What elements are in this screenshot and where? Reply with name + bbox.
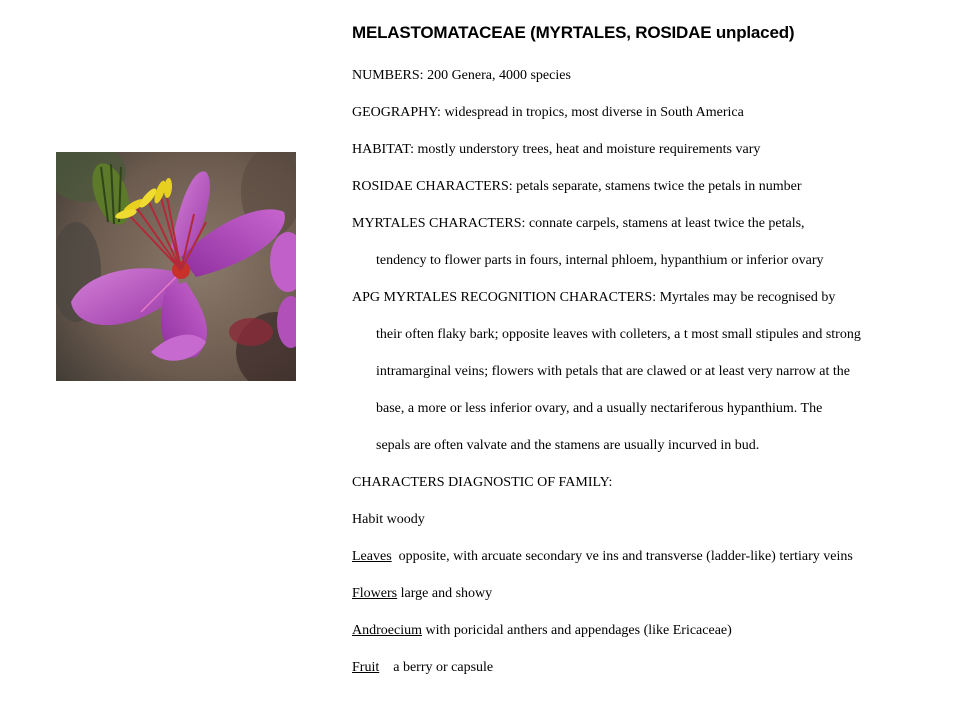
habit-line: Habit woody (352, 512, 425, 527)
page-title: MELASTOMATACEAE (MYRTALES, ROSIDAE unplaced) (352, 23, 795, 42)
myrtales-characters-continued: tendency to flower parts in fours, internal phloem, hypanthium or inferior ovary (376, 253, 824, 268)
androecium-line (352, 622, 732, 640)
fruit-line (352, 659, 493, 677)
androecium-label: Androecium (352, 623, 422, 638)
flowers-text: large and showy (397, 586, 493, 601)
flowers-line (352, 585, 492, 603)
apg-recognition-continued-1: their often flaky bark; opposite leaves with colleters, a t most small stipules and strong (376, 327, 861, 342)
leaves-line (352, 548, 853, 566)
flower-photo (56, 152, 296, 381)
androecium-text: with poricidal anthers and appendages (like Ericaceae) (421, 623, 732, 638)
apg-recognition-continued-4: sepals are often valvate and the stamens are usually incurved in bud. (376, 438, 760, 453)
leaves-text: opposite, with arcuate secondary ve ins and transverse (ladder-like) tertiary veins (391, 549, 853, 564)
diagnostic-heading: CHARACTERS DIAGNOSTIC OF FAMILY: (352, 475, 613, 490)
leaves-label: Leaves (352, 549, 392, 564)
fruit-label: Fruit (352, 660, 380, 675)
myrtales-characters-line: MYRTALES CHARACTERS: connate carpels, stamens at least twice the petals, (352, 216, 805, 231)
geography-line: GEOGRAPHY: widespread in tropics, most diverse in South America (352, 105, 744, 120)
apg-recognition-continued-2: intramarginal veins; flowers with petals that are clawed or at least very narrow at the (376, 364, 851, 379)
fruit-text: a berry or capsule (379, 660, 494, 675)
apg-recognition-line: APG MYRTALES RECOGNITION CHARACTERS: Myrtales may be recognised by (352, 290, 836, 305)
flowers-label: Flowers (352, 586, 398, 601)
habitat-line: HABITAT: mostly understory trees, heat and moisture requirements vary (352, 142, 761, 157)
rosidae-characters-line: ROSIDAE CHARACTERS: petals separate, stamens twice the petals in number (352, 179, 802, 194)
apg-recognition-continued-3: base, a more or less inferior ovary, and a usually nectariferous hypanthium. The (376, 401, 823, 416)
numbers-line: NUMBERS: 200 Genera, 4000 species (352, 68, 571, 83)
